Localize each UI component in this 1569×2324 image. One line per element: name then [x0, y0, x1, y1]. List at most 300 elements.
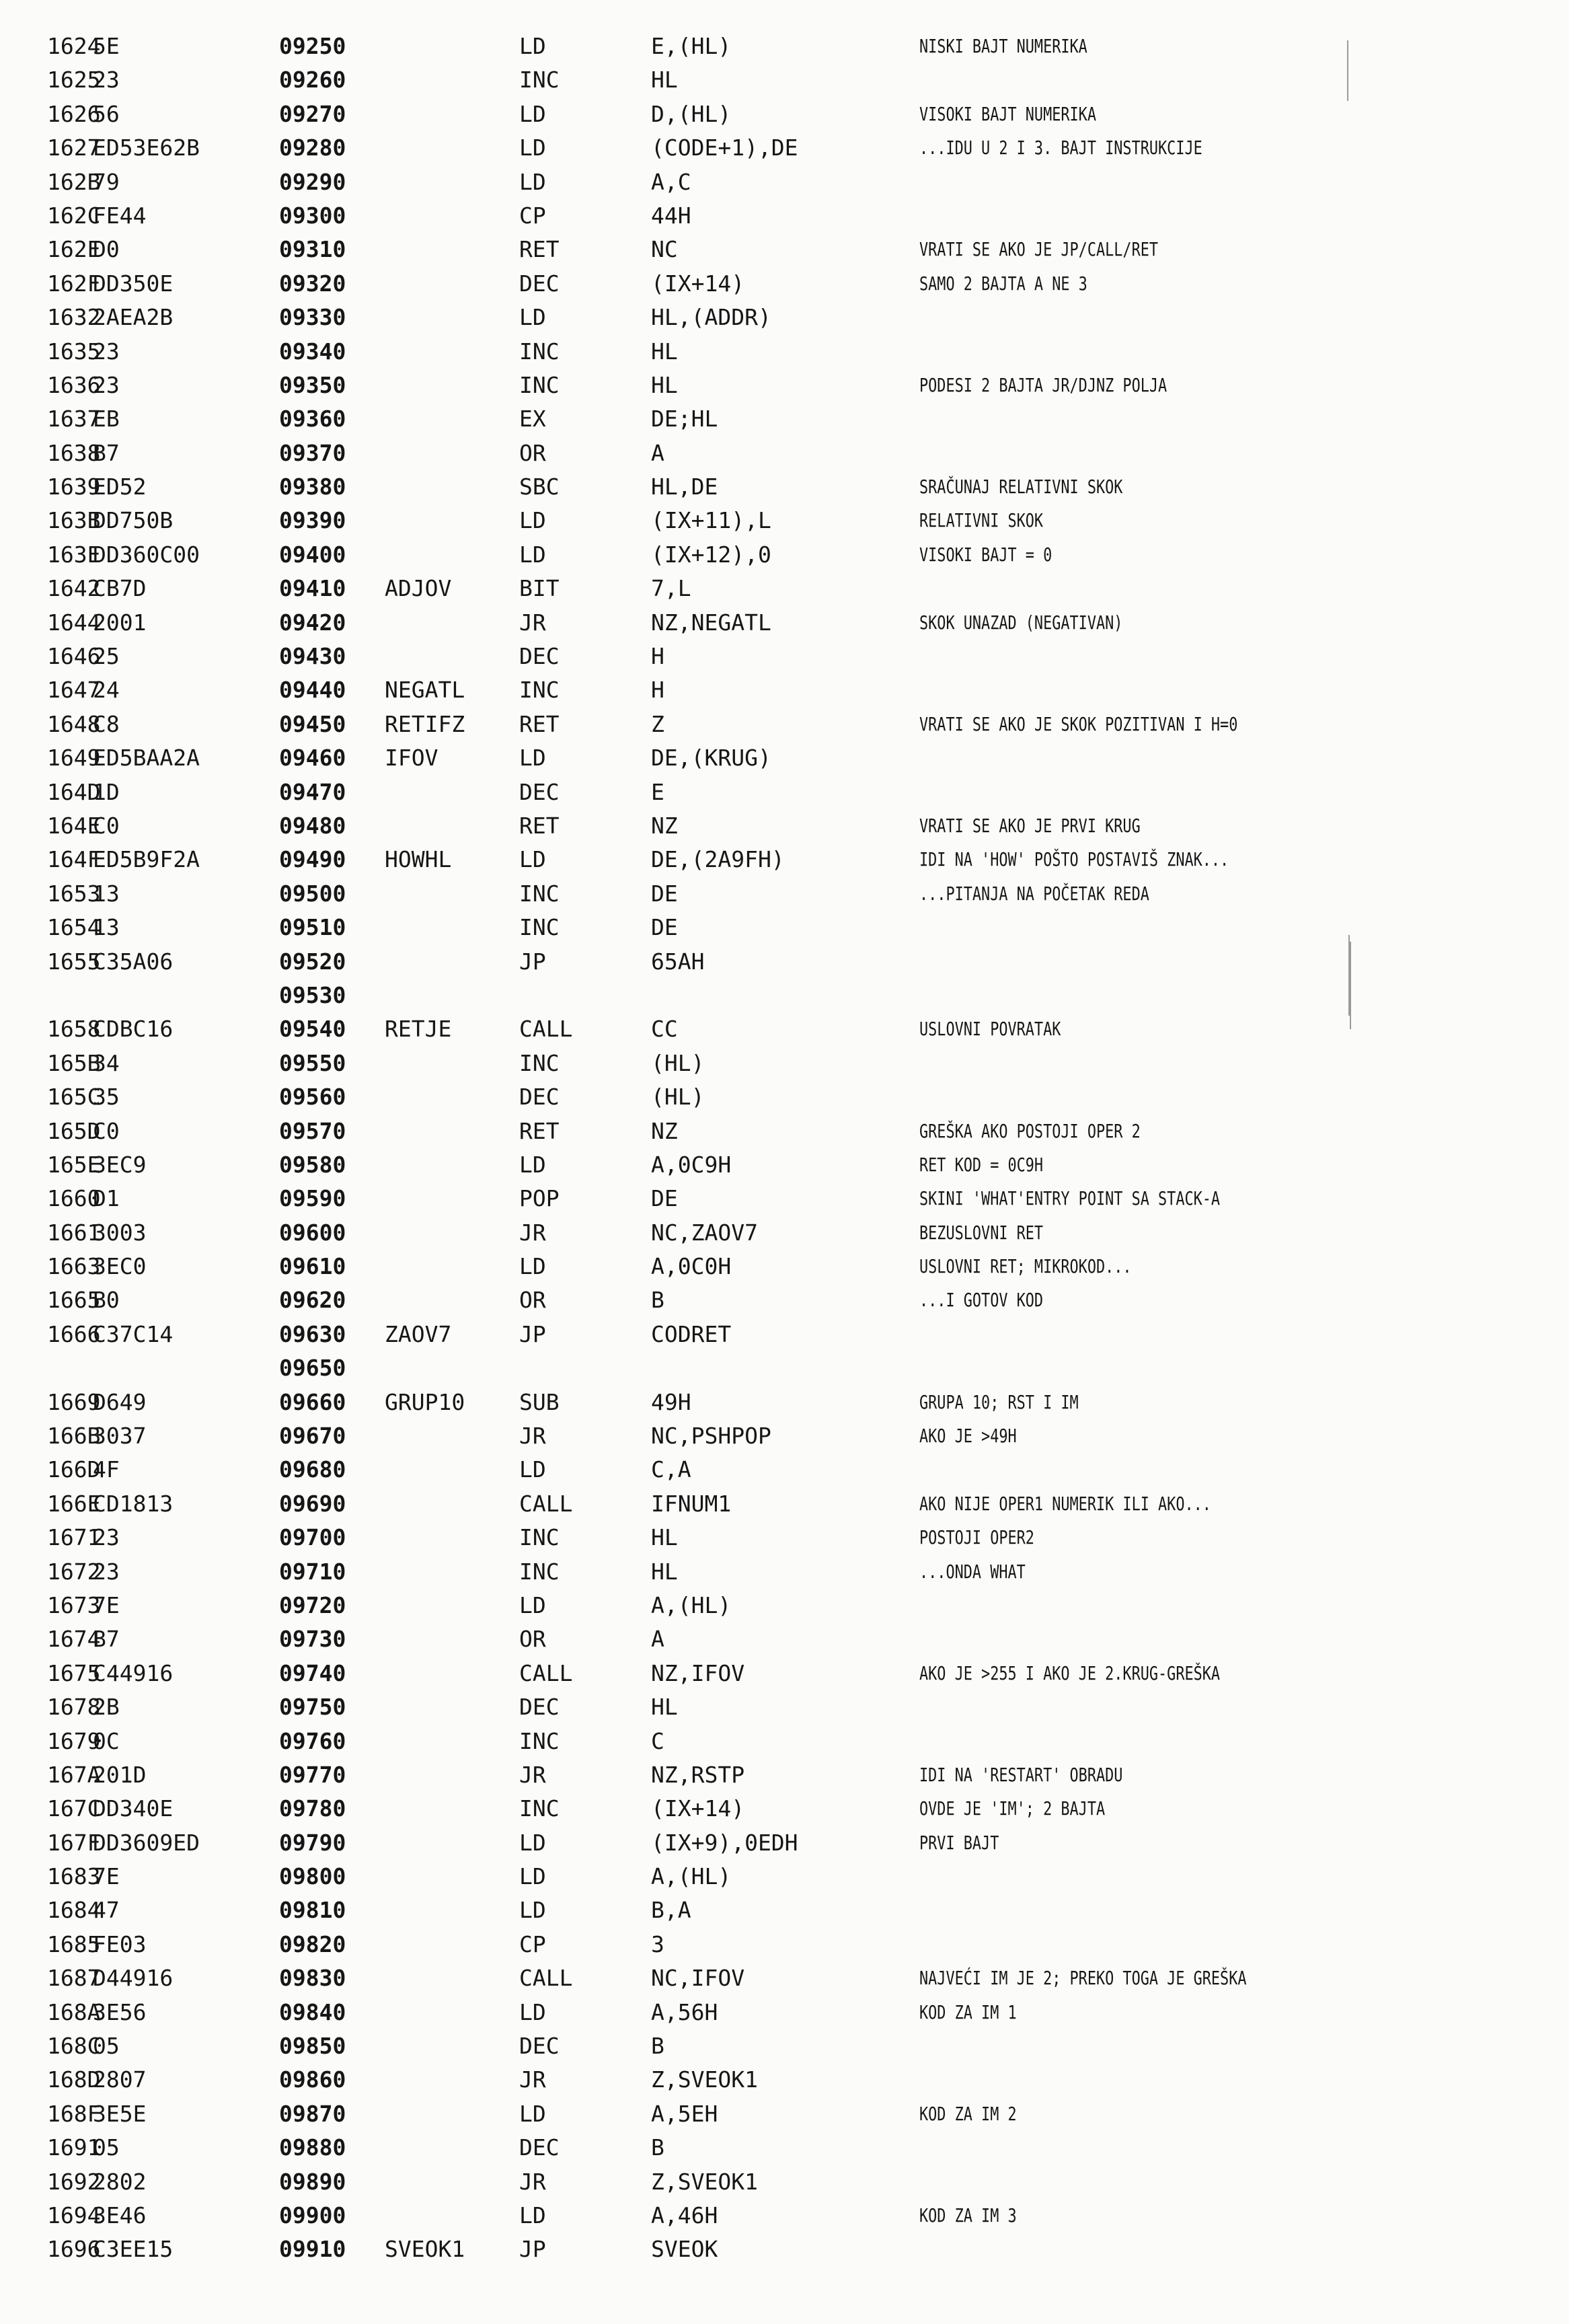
- comment-cell: ...IDU U 2 I 3. BAJT INSTRUKCIJE: [919, 137, 1202, 159]
- listing-row: [0, 437, 1569, 470]
- mnemonic-cell: INC: [519, 914, 560, 941]
- line-number-cell: 09560: [279, 1084, 346, 1111]
- line-number-cell: 09900: [279, 2202, 346, 2228]
- machine-code-cell: 3037: [93, 1423, 147, 1450]
- line-number-cell: 09360: [279, 406, 346, 433]
- machine-code-cell: C0: [93, 1117, 120, 1144]
- mnemonic-cell: JR: [519, 1423, 546, 1450]
- comment-cell: VRATI SE AKO JE JP/CALL/RET: [919, 238, 1159, 261]
- listing-row: [0, 1996, 1569, 2029]
- mnemonic-cell: LD: [519, 1456, 546, 1483]
- mnemonic-cell: JR: [519, 609, 546, 636]
- line-number-cell: 09590: [279, 1185, 346, 1212]
- operands-cell: Z,SVEOK1: [651, 2066, 758, 2093]
- machine-code-cell: 2AEA2B: [93, 304, 174, 331]
- machine-code-cell: 34: [93, 1049, 120, 1076]
- mnemonic-cell: DEC: [519, 778, 560, 805]
- line-number-cell: 09440: [279, 677, 346, 704]
- operands-cell: HL: [651, 67, 678, 93]
- listing-row: [0, 2029, 1569, 2063]
- line-number-cell: 09830: [279, 1965, 346, 1992]
- operands-cell: NC,PSHPOP: [651, 1423, 771, 1450]
- listing-row: [0, 233, 1569, 266]
- operands-cell: D,(HL): [651, 100, 732, 127]
- machine-code-cell: C0: [93, 812, 120, 839]
- line-number-cell: 09390: [279, 507, 346, 534]
- operands-cell: A,C: [651, 168, 691, 195]
- address-cell: 1638: [47, 439, 101, 466]
- operands-cell: Z: [651, 710, 664, 737]
- operands-cell: A,0C0H: [651, 1253, 732, 1280]
- machine-code-cell: C37C14: [93, 1320, 174, 1347]
- address-cell: 1655: [47, 948, 101, 975]
- comment-cell: KOD ZA IM 2: [919, 2102, 1017, 2125]
- machine-code-cell: DD350E: [93, 270, 174, 297]
- listing-row: [0, 1928, 1569, 1961]
- listing-row: [0, 741, 1569, 775]
- listing-row: [0, 708, 1569, 741]
- operands-cell: C,A: [651, 1456, 691, 1483]
- mnemonic-cell: LD: [519, 168, 546, 195]
- listing-row: [0, 1826, 1569, 1860]
- comment-cell: KOD ZA IM 1: [919, 2000, 1017, 2023]
- line-number-cell: 09670: [279, 1423, 346, 1450]
- mnemonic-cell: INC: [519, 338, 560, 365]
- address-cell: 168F: [47, 2100, 101, 2127]
- machine-code-cell: ED53E62B: [93, 135, 200, 161]
- listing-row: [0, 1182, 1569, 1215]
- line-number-cell: 09250: [279, 33, 346, 59]
- mnemonic-cell: INC: [519, 1558, 560, 1585]
- line-number-cell: 09350: [279, 371, 346, 398]
- mnemonic-cell: INC: [519, 677, 560, 704]
- line-number-cell: 09860: [279, 2066, 346, 2093]
- comment-cell: PRVI BAJT: [919, 1831, 999, 1854]
- mnemonic-cell: INC: [519, 1795, 560, 1822]
- machine-code-cell: D649: [93, 1388, 147, 1415]
- line-number-cell: 09280: [279, 135, 346, 161]
- comment-cell: GRUPA 10; RST I IM: [919, 1390, 1079, 1413]
- listing-row: [0, 2063, 1569, 2097]
- listing-row: [0, 165, 1569, 199]
- address-cell: 1635: [47, 338, 101, 365]
- address-cell: 162B: [47, 168, 101, 195]
- machine-code-cell: CD1813: [93, 1490, 174, 1517]
- address-cell: 166D: [47, 1456, 101, 1483]
- address-cell: 1679: [47, 1727, 101, 1754]
- address-cell: 163B: [47, 507, 101, 534]
- operands-cell: B,A: [651, 1897, 691, 1924]
- mnemonic-cell: INC: [519, 1727, 560, 1754]
- listing-row: [0, 776, 1569, 809]
- address-cell: 167F: [47, 1829, 101, 1856]
- operands-cell: NZ,NEGATL: [651, 609, 771, 636]
- mnemonic-cell: LD: [519, 507, 546, 534]
- mnemonic-cell: DEC: [519, 2033, 560, 2060]
- operands-cell: Z,SVEOK1: [651, 2168, 758, 2195]
- mnemonic-cell: LD: [519, 135, 546, 161]
- listing-row: [0, 1487, 1569, 1521]
- address-cell: 164F: [47, 846, 101, 873]
- listing-row: [0, 1792, 1569, 1826]
- address-cell: 1663: [47, 1253, 101, 1280]
- mnemonic-cell: CP: [519, 1931, 546, 1957]
- listing-row: [0, 131, 1569, 165]
- mnemonic-cell: OR: [519, 1287, 546, 1314]
- address-cell: 1627: [47, 135, 101, 161]
- address-cell: 1666: [47, 1320, 101, 1347]
- listing-row: [0, 1419, 1569, 1453]
- address-cell: 168C: [47, 2033, 101, 2060]
- listing-row: [0, 2097, 1569, 2131]
- comment-cell: NAJVEĆI IM JE 2; PREKO TOGA JE GREŠKA: [919, 1967, 1247, 1990]
- comment-cell: VRATI SE AKO JE PRVI KRUG: [919, 814, 1141, 837]
- machine-code-cell: ED5B9F2A: [93, 846, 200, 873]
- mnemonic-cell: INC: [519, 67, 560, 93]
- operands-cell: NC,ZAOV7: [651, 1219, 758, 1246]
- address-cell: 163E: [47, 541, 101, 568]
- line-number-cell: 09490: [279, 846, 346, 873]
- machine-code-cell: 3EC9: [93, 1151, 147, 1178]
- address-cell: 164D: [47, 778, 101, 805]
- operands-cell: DE: [651, 914, 678, 941]
- line-number-cell: 09520: [279, 948, 346, 975]
- mnemonic-cell: DEC: [519, 1694, 560, 1721]
- machine-code-cell: DD750B: [93, 507, 174, 534]
- listing-row: [0, 1894, 1569, 1927]
- operands-cell: (CODE+1),DE: [651, 135, 798, 161]
- operands-cell: A,5EH: [651, 2100, 718, 2127]
- mnemonic-cell: EX: [519, 406, 546, 433]
- machine-code-cell: 4F: [93, 1456, 120, 1483]
- line-number-cell: 09500: [279, 880, 346, 907]
- machine-code-cell: C44916: [93, 1659, 174, 1686]
- address-cell: 1671: [47, 1524, 101, 1551]
- machine-code-cell: 79: [93, 168, 120, 195]
- label-cell: GRUP10: [385, 1388, 465, 1415]
- address-cell: 1654: [47, 914, 101, 941]
- machine-code-cell: 24: [93, 677, 120, 704]
- address-cell: 162E: [47, 236, 101, 263]
- operands-cell: (IX+11),L: [651, 507, 771, 534]
- mnemonic-cell: LD: [519, 1863, 546, 1890]
- mnemonic-cell: JR: [519, 2066, 546, 2093]
- listing-row: [0, 1351, 1569, 1385]
- listing-row: [0, 2199, 1569, 2233]
- line-number-cell: 09620: [279, 1287, 346, 1314]
- operands-cell: HL: [651, 1694, 678, 1721]
- label-cell: RETJE: [385, 1016, 452, 1043]
- line-number-cell: 09800: [279, 1863, 346, 1890]
- address-cell: 1644: [47, 609, 101, 636]
- comment-cell: USLOVNI RET; MIKROKOD...: [919, 1255, 1132, 1278]
- comment-cell: VISOKI BAJT = 0: [919, 543, 1053, 566]
- machine-code-cell: 47: [93, 1897, 120, 1924]
- operands-cell: HL,DE: [651, 474, 718, 500]
- machine-code-cell: 3003: [93, 1219, 147, 1246]
- line-number-cell: 09260: [279, 67, 346, 93]
- operands-cell: B: [651, 1287, 664, 1314]
- operands-cell: 44H: [651, 202, 691, 229]
- machine-code-cell: B7: [93, 1626, 120, 1653]
- comment-cell: SRAČUNAJ RELATIVNI SKOK: [919, 476, 1123, 498]
- comment-cell: POSTOJI OPER2: [919, 1526, 1034, 1549]
- line-number-cell: 09650: [279, 1355, 346, 1382]
- address-cell: 1691: [47, 2134, 101, 2161]
- machine-code-cell: 35: [93, 1084, 120, 1111]
- line-number-cell: 09880: [279, 2134, 346, 2161]
- listing-row: [0, 1961, 1569, 1995]
- operands-cell: 65AH: [651, 948, 705, 975]
- listing-row: [0, 30, 1569, 63]
- listing-row: [0, 809, 1569, 843]
- mnemonic-cell: INC: [519, 880, 560, 907]
- listing-row: [0, 1080, 1569, 1114]
- machine-code-cell: 23: [93, 371, 120, 398]
- operands-cell: A,46H: [651, 2202, 718, 2228]
- line-number-cell: 09890: [279, 2168, 346, 2195]
- address-cell: 1685: [47, 1931, 101, 1957]
- mnemonic-cell: RET: [519, 812, 560, 839]
- operands-cell: (IX+12),0: [651, 541, 771, 568]
- machine-code-cell: D0: [93, 236, 120, 263]
- mnemonic-cell: LD: [519, 33, 546, 59]
- mnemonic-cell: DEC: [519, 2134, 560, 2161]
- address-cell: 1639: [47, 474, 101, 500]
- line-number-cell: 09340: [279, 338, 346, 365]
- machine-code-cell: B7: [93, 439, 120, 466]
- mnemonic-cell: POP: [519, 1185, 560, 1212]
- label-cell: SVEOK1: [385, 2236, 465, 2263]
- operands-cell: 3: [651, 1931, 664, 1957]
- address-cell: 1696: [47, 2236, 101, 2263]
- comment-cell: ...ONDA WHAT: [919, 1560, 1026, 1583]
- comment-cell: SAMO 2 BAJTA A NE 3: [919, 272, 1087, 295]
- machine-code-cell: DD340E: [93, 1795, 174, 1822]
- machine-code-cell: 3EC0: [93, 1253, 147, 1280]
- line-number-cell: 09510: [279, 914, 346, 941]
- listing-row: [0, 1250, 1569, 1283]
- address-cell: 1678: [47, 1694, 101, 1721]
- comment-cell: SKOK UNAZAD (NEGATIVAN): [919, 611, 1123, 634]
- listing-row: [0, 1555, 1569, 1589]
- assembly-listing: [0, 30, 1569, 2267]
- mnemonic-cell: JP: [519, 1320, 546, 1347]
- mnemonic-cell: DEC: [519, 1084, 560, 1111]
- machine-code-cell: 7E: [93, 1591, 120, 1618]
- address-cell: 1649: [47, 745, 101, 772]
- line-number-cell: 09450: [279, 710, 346, 737]
- label-cell: NEGATL: [385, 677, 465, 704]
- listing-row: [0, 640, 1569, 673]
- listing-row: [0, 911, 1569, 944]
- listing-row: [0, 1690, 1569, 1724]
- machine-code-cell: 2802: [93, 2168, 147, 2195]
- operands-cell: DE,(2A9FH): [651, 846, 785, 873]
- machine-code-cell: DD3609ED: [93, 1829, 200, 1856]
- operands-cell: NZ,IFOV: [651, 1659, 745, 1686]
- comment-cell: RELATIVNI SKOK: [919, 509, 1044, 532]
- label-cell: ZAOV7: [385, 1320, 452, 1347]
- line-number-cell: 09760: [279, 1727, 346, 1754]
- mnemonic-cell: CALL: [519, 1659, 573, 1686]
- machine-code-cell: DD360C00: [93, 541, 200, 568]
- comment-cell: VRATI SE AKO JE SKOK POZITIVAN I H=0: [919, 712, 1238, 735]
- listing-row: [0, 335, 1569, 369]
- mnemonic-cell: LD: [519, 304, 546, 331]
- mnemonic-cell: RET: [519, 1117, 560, 1144]
- machine-code-cell: 2001: [93, 609, 147, 636]
- machine-code-cell: 23: [93, 338, 120, 365]
- comment-cell: OVDE JE 'IM'; 2 BAJTA: [919, 1797, 1106, 1820]
- machine-code-cell: 23: [93, 67, 120, 93]
- address-cell: 1646: [47, 643, 101, 670]
- address-cell: 166E: [47, 1490, 101, 1517]
- operands-cell: (HL): [651, 1049, 705, 1076]
- address-cell: 166B: [47, 1423, 101, 1450]
- mnemonic-cell: JR: [519, 2168, 546, 2195]
- address-cell: 1642: [47, 575, 101, 602]
- operands-cell: H: [651, 643, 664, 670]
- mnemonic-cell: CALL: [519, 1490, 573, 1517]
- mnemonic-cell: LD: [519, 541, 546, 568]
- line-number-cell: 09540: [279, 1016, 346, 1043]
- listing-row: [0, 1386, 1569, 1419]
- line-number-cell: 09480: [279, 812, 346, 839]
- operands-cell: E,(HL): [651, 33, 732, 59]
- address-cell: 165E: [47, 1151, 101, 1178]
- address-cell: 1692: [47, 2168, 101, 2195]
- mnemonic-cell: LD: [519, 1591, 546, 1618]
- line-number-cell: 09460: [279, 745, 346, 772]
- line-number-cell: 09470: [279, 778, 346, 805]
- address-cell: 1684: [47, 1897, 101, 1924]
- line-number-cell: 09290: [279, 168, 346, 195]
- comment-cell: BEZUSLOVNI RET: [919, 1221, 1044, 1244]
- listing-row: [0, 1012, 1569, 1046]
- line-number-cell: 09570: [279, 1117, 346, 1144]
- mnemonic-cell: LD: [519, 1897, 546, 1924]
- address-cell: 1637: [47, 406, 101, 433]
- line-number-cell: 09550: [279, 1049, 346, 1076]
- line-number-cell: 09430: [279, 643, 346, 670]
- listing-row: [0, 979, 1569, 1012]
- operands-cell: HL,(ADDR): [651, 304, 771, 331]
- address-cell: 165D: [47, 1117, 101, 1144]
- listing-row: [0, 199, 1569, 233]
- machine-code-cell: FE44: [93, 202, 147, 229]
- line-number-cell: 09270: [279, 100, 346, 127]
- address-cell: 1625: [47, 67, 101, 93]
- mnemonic-cell: LD: [519, 1998, 546, 2025]
- comment-cell: PODESI 2 BAJTA JR/DJNZ POLJA: [919, 373, 1168, 396]
- address-cell: 162C: [47, 202, 101, 229]
- address-cell: 1626: [47, 100, 101, 127]
- mnemonic-cell: LD: [519, 2202, 546, 2228]
- comment-cell: ...PITANJA NA POČETAK REDA: [919, 882, 1149, 905]
- listing-row: [0, 301, 1569, 334]
- mnemonic-cell: DEC: [519, 270, 560, 297]
- operands-cell: C: [651, 1727, 664, 1754]
- label-cell: IFOV: [385, 745, 438, 772]
- comment-cell: KOD ZA IM 3: [919, 2204, 1017, 2226]
- operands-cell: NC: [651, 236, 678, 263]
- machine-code-cell: B0: [93, 1287, 120, 1314]
- listing-row: [0, 63, 1569, 97]
- comment-cell: VISOKI BAJT NUMERIKA: [919, 102, 1096, 125]
- machine-code-cell: 2807: [93, 2066, 147, 2093]
- comment-cell: IDI NA 'HOW' POŠTO POSTAVIŠ ZNAK...: [919, 848, 1229, 871]
- listing-row: [0, 606, 1569, 640]
- machine-code-cell: 1D: [93, 778, 120, 805]
- address-cell: 164E: [47, 812, 101, 839]
- line-number-cell: 09330: [279, 304, 346, 331]
- operands-cell: (IX+9),0EDH: [651, 1829, 798, 1856]
- address-cell: 1624: [47, 33, 101, 59]
- line-number-cell: 09810: [279, 1897, 346, 1924]
- machine-code-cell: 23: [93, 1558, 120, 1585]
- mnemonic-cell: INC: [519, 1524, 560, 1551]
- listing-row: [0, 1622, 1569, 1656]
- address-cell: 1648: [47, 710, 101, 737]
- comment-cell: AKO JE >255 I AKO JE 2.KRUG-GREŠKA: [919, 1661, 1221, 1684]
- comment-cell: NISKI BAJT NUMERIKA: [919, 35, 1087, 57]
- operands-cell: (HL): [651, 1084, 705, 1111]
- operands-cell: HL: [651, 1524, 678, 1551]
- address-cell: 168A: [47, 1998, 101, 2025]
- listing-row: [0, 470, 1569, 504]
- machine-code-cell: 13: [93, 914, 120, 941]
- operands-cell: DE: [651, 1185, 678, 1212]
- label-cell: ADJOV: [385, 575, 452, 602]
- listing-row: [0, 1521, 1569, 1554]
- mnemonic-cell: RET: [519, 236, 560, 263]
- operands-cell: (IX+14): [651, 270, 745, 297]
- listing-row: [0, 1115, 1569, 1148]
- line-number-cell: 09380: [279, 474, 346, 500]
- address-cell: 1661: [47, 1219, 101, 1246]
- address-cell: 1653: [47, 880, 101, 907]
- operands-cell: 49H: [651, 1388, 691, 1415]
- mnemonic-cell: DEC: [519, 643, 560, 670]
- line-number-cell: 09680: [279, 1456, 346, 1483]
- operands-cell: E: [651, 778, 664, 805]
- machine-code-cell: 3E5E: [93, 2100, 147, 2127]
- line-number-cell: 09840: [279, 1998, 346, 2025]
- line-number-cell: 09310: [279, 236, 346, 263]
- line-number-cell: 09820: [279, 1931, 346, 1957]
- listing-row: [0, 369, 1569, 402]
- listing-row: [0, 2165, 1569, 2199]
- mnemonic-cell: CP: [519, 202, 546, 229]
- operands-cell: CODRET: [651, 1320, 732, 1347]
- comment-cell: IDI NA 'RESTART' OBRADU: [919, 1763, 1123, 1786]
- listing-row: [0, 1657, 1569, 1690]
- listing-row: [0, 1283, 1569, 1317]
- mnemonic-cell: JR: [519, 1761, 546, 1788]
- mnemonic-cell: OR: [519, 439, 546, 466]
- machine-code-cell: ED5BAA2A: [93, 745, 200, 772]
- listing-row: [0, 1589, 1569, 1622]
- listing-row: [0, 1216, 1569, 1250]
- address-cell: 162F: [47, 270, 101, 297]
- line-number-cell: 09700: [279, 1524, 346, 1551]
- address-cell: 1672: [47, 1558, 101, 1585]
- mnemonic-cell: LD: [519, 846, 546, 873]
- machine-code-cell: 23: [93, 1524, 120, 1551]
- machine-code-cell: C35A06: [93, 948, 174, 975]
- operands-cell: NC,IFOV: [651, 1965, 745, 1992]
